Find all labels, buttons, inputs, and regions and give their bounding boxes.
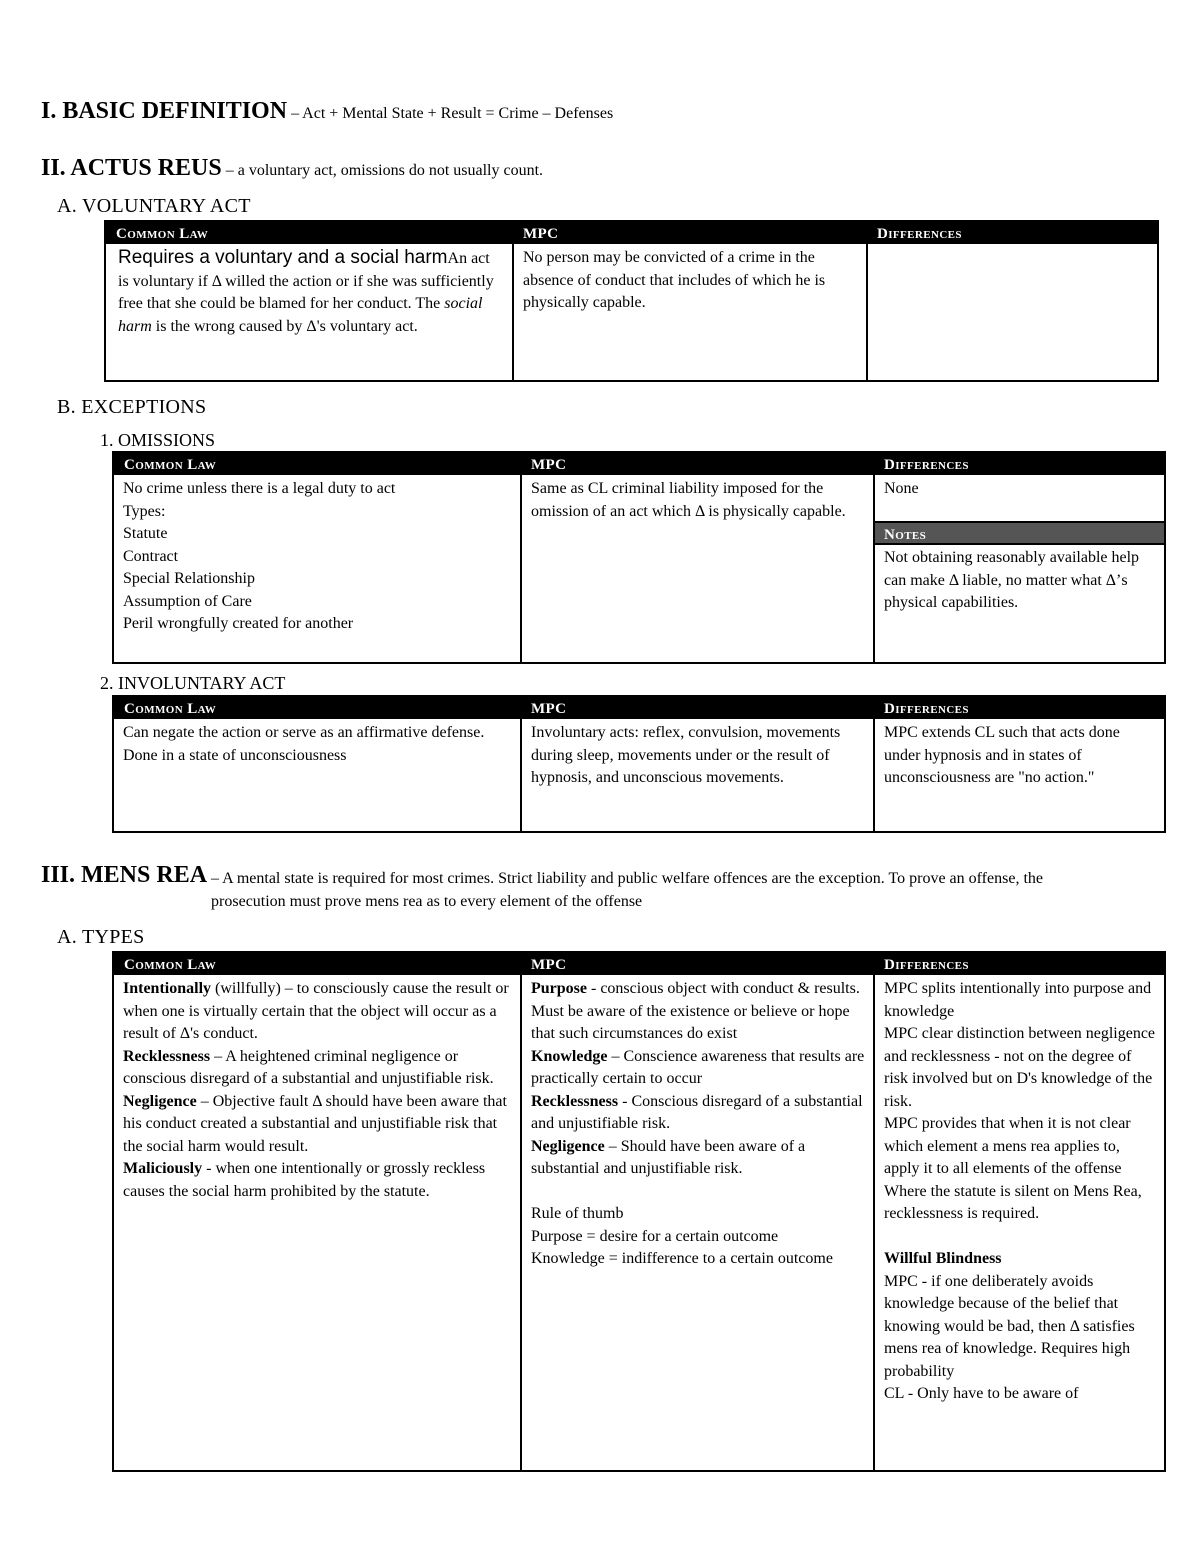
section-title: II. ACTUS REUS (41, 155, 222, 181)
term: Negligence (531, 1137, 605, 1155)
willful-blindness-line: MPC - if one deliberately avoids knowledge because of the belief that knowing would be bad, then Δ satisfies mens rea of knowledge. Requires high probability (884, 1272, 1135, 1380)
term: Recklessness (531, 1092, 619, 1110)
section-description: – Act + Mental State + Result = Crime – Defenses (291, 105, 614, 122)
definition-item (531, 1091, 865, 1136)
definition-item (531, 978, 865, 1046)
section-description: – A mental state is required for most crimes. Strict liability and public welfare offences are the exception. To prove an offense, the prosecution must prove mens rea as to every element of the offense (211, 870, 1043, 910)
rule-of-thumb-line: Knowledge = indifference to a certain outcome (531, 1250, 833, 1267)
term-text: – A heightened criminal negligence or conscious disregard of a substantial and unjustifiable risk. (123, 1047, 494, 1087)
cell-common-law (113, 975, 521, 1471)
header-differences: Differences (874, 696, 1165, 719)
cell-differences (874, 475, 1165, 663)
cell-differences (874, 975, 1165, 1471)
omissions-table (112, 451, 1166, 664)
term-text: – Conscience awareness that results are practically certain to occur (531, 1047, 865, 1087)
header-differences: Differences (867, 221, 1158, 244)
cl-line: Contract (123, 547, 179, 565)
subheading-omissions: 1. OMISSIONS (100, 430, 216, 450)
term-text: – Should have been aware of a substantial and unjustifiable risk. (531, 1137, 806, 1177)
definition-item (531, 1046, 865, 1091)
header-differences: Differences (874, 452, 1165, 475)
cell-differences (867, 244, 1158, 381)
definition-item (531, 1136, 865, 1181)
term: Recklessness (123, 1047, 211, 1065)
cl-line: No crime unless there is a legal duty to act (123, 480, 396, 497)
term-text: - Conscious disregard of a substantial and unjustifiable risk. (531, 1092, 863, 1132)
differences-text: None (884, 480, 919, 497)
definition-item (123, 1046, 512, 1091)
section-title: I. BASIC DEFINITION (41, 98, 288, 124)
notes-text: Not obtaining reasonably available help can make Δ liable, no matter what Δ’s physical capabilities. (884, 549, 1140, 611)
header-common-law: Common Law (113, 696, 521, 719)
header-mpc: MPC (521, 696, 874, 719)
cell-mpc: Same as CL criminal liability imposed for the omission of an act which Δ is physically capable. (521, 475, 874, 663)
difference-line: MPC clear distinction between negligence and recklessness - not on the degree of risk involved but on D's knowledge of the risk. (884, 1025, 1156, 1110)
rule-of-thumb-line: Purpose = desire for a certain outcome (531, 1227, 779, 1245)
willful-blindness-title: Willful Blindness (884, 1250, 1002, 1267)
subheading-exceptions: B. EXCEPTIONS (57, 396, 207, 418)
cell-mpc: Involuntary acts: reflex, convulsion, movements during sleep, movements under or the result of hypnosis, and unconscious movements. (521, 719, 874, 832)
spacer (531, 1181, 865, 1204)
cl-line: Assumption of Care (123, 592, 252, 610)
cell-differences: MPC extends CL such that acts done under hypnosis and in states of unconsciousness are "no action." (874, 719, 1165, 832)
cell-common-law: Can negate the action or serve as an affirmative defense. Done in a state of unconsciousness (123, 724, 485, 764)
cl-text: An act is voluntary if Δ willed the action or if she was sufficiently free that she could be blamed for her conduct. The (118, 250, 494, 312)
cell-mpc: No person may be convicted of a crime in the absence of conduct that includes of which he is physically capable. (513, 244, 867, 381)
term: Purpose (531, 980, 587, 997)
term-text: - when one intentionally or grossly reckless causes the social harm prohibited by the statute. (123, 1160, 486, 1200)
subheading-types: A. TYPES (57, 926, 145, 948)
difference-line: MPC splits intentionally into purpose and knowledge (884, 980, 1152, 1020)
cl-line: Peril wrongfully created for another (123, 615, 354, 632)
definition-item (123, 1158, 512, 1203)
header-common-law: Common Law (113, 452, 521, 475)
header-mpc: MPC (513, 221, 867, 244)
willful-blindness-line: CL - Only have to be aware of (884, 1385, 1079, 1402)
term-text: (willfully) – to consciously cause the result or when one is virtually certain that the object will occur as a result of Δ's conduct. (123, 980, 509, 1042)
section-mens-rea (41, 862, 1156, 913)
section-title: III. MENS REA (41, 862, 208, 888)
header-differences: Differences (874, 952, 1165, 975)
rule-of-thumb-line: Rule of thumb (531, 1205, 624, 1222)
mens-rea-types-table (112, 951, 1166, 1472)
term: Intentionally (123, 980, 212, 997)
notes-header: Notes (875, 521, 1164, 545)
term: Maliciously (123, 1160, 203, 1177)
header-common-law: Common Law (105, 221, 513, 244)
voluntary-act-table (104, 220, 1159, 382)
section-actus-reus (41, 155, 543, 182)
cl-italic: social harm (118, 295, 483, 335)
subheading-involuntary-act: 2. INVOLUNTARY ACT (100, 673, 286, 693)
cl-line: Special Relationship (123, 570, 255, 587)
involuntary-act-table (112, 695, 1166, 833)
header-common-law: Common Law (113, 952, 521, 975)
section-basic-definition (41, 98, 613, 125)
term-text: – Objective fault Δ should have been aware that his conduct created a substantial and unjustifiable risk that the social harm would result. (123, 1092, 507, 1155)
cell-mpc (521, 975, 874, 1471)
term: Negligence (123, 1092, 197, 1110)
cl-lead: Requires a voluntary and a social harm (118, 247, 448, 268)
spacer (884, 1226, 1156, 1249)
difference-line: MPC provides that when it is not clear which element a mens rea applies to, apply it to all elements of the offense (884, 1115, 1131, 1177)
cl-line: Types: (123, 502, 166, 520)
definition-item (123, 978, 512, 1046)
term-text: - conscious object with conduct & results. Must be aware of the existence or believe or hope that such circumstances do exist (531, 980, 860, 1042)
definition-item (123, 1091, 512, 1159)
term: Knowledge (531, 1047, 608, 1065)
cl-text-end: is the wrong caused by Δ's voluntary act. (151, 317, 418, 335)
cl-line: Statute (123, 525, 168, 542)
header-mpc: MPC (521, 452, 874, 475)
cell-common-law (105, 244, 513, 381)
subheading-voluntary-act: A. VOLUNTARY ACT (57, 195, 251, 217)
cell-common-law (113, 475, 521, 663)
header-mpc: MPC (521, 952, 874, 975)
difference-line: Where the statute is silent on Mens Rea, recklessness is required. (884, 1182, 1142, 1222)
section-description: – a voluntary act, omissions do not usually count. (225, 162, 544, 179)
